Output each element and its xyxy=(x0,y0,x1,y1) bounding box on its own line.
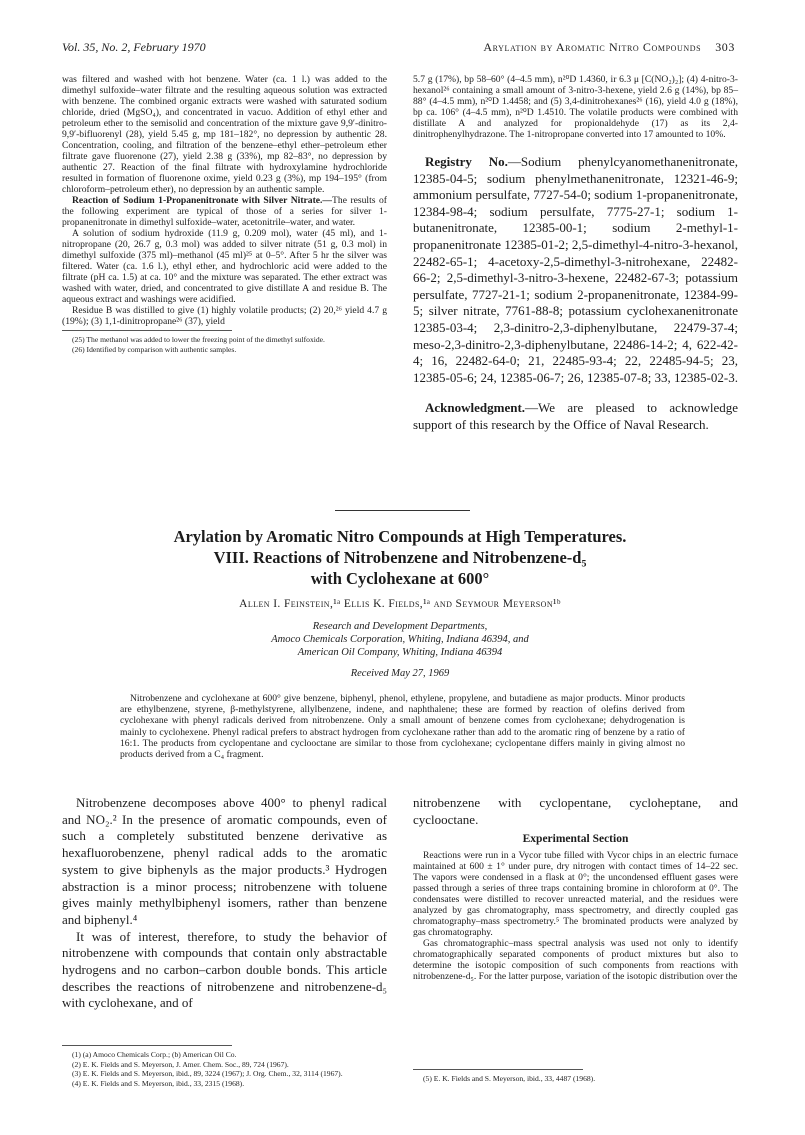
prev-left-paragraph: was filtered and washed with hot benzene. Water (ca. 1 l.) was added to the dimethyl sulfoxide–water filtrate and the resulting aqueous solution was extracted with benzene. The combined organic extracts were washed with saturated sodium chloride, dried (MgSO₄), and concentrated in vacuo. Addition of ethyl ether and petroleum ether to the semisolid and concentration of the mixture gave 9,9′-dinitro-9,9′-bifluorenyl (28), yield 5.45 g, mp 181–182°, no depression by authentic 28. Concentration, cooling, and filtration of the benzene–ethyl ether–petroleum ether filtrate gave fluorenone (27), yield 2.38 g (33%), mp 82–83°, no depression by authentic 27. Reaction of the final filtrate with hydroxylamine hydrochloride resulted in formation of fluorenone oxime, yield 0.23 g (3%), mp 194–195° (from chloroform–petroleum ether), no depression by an authentic sample. xyxy=(62,74,387,195)
prev-footnotes xyxy=(62,335,387,354)
footnote-3: (3) E. K. Fields and S. Meyerson, ibid., 89, 3224 (1967); J. Org. Chem., 32, 3114 (1967). xyxy=(72,1069,343,1079)
article-authors: Allen I. Feinstein,¹ᵃ Ellis K. Fields,¹ᵃ and Seymour Meyerson¹ᵇ xyxy=(239,598,561,610)
affiliation-line-2: Amoco Chemicals Corporation, Whiting, Indiana 46394, and xyxy=(271,634,529,645)
reaction-paragraph xyxy=(62,195,387,228)
running-header xyxy=(62,40,735,60)
footnote-26: (26) Identified by comparison with authentic samples. xyxy=(72,344,237,354)
reaction-paragraph-3: Residue B was distilled to give (1) highly volatile products; (2) 20,²⁶ yield 4.7 g (19%); (3) 1,1-dinitropropane²⁶ (37), yield xyxy=(62,305,387,327)
acknowledgment-block xyxy=(413,400,738,433)
acknowledgment-paragraph xyxy=(413,400,738,433)
prev-article-right-column xyxy=(413,74,738,434)
abstract: Nitrobenzene and cyclohexane at 600° give benzene, biphenyl, phenol, ethylene, propylene, and butadiene as major products. Minor products are ethylbenzene, styrene, β-methylstyrene, allylbenzene, indene, and naphthalene; these are formed by reaction of olefins derived from cyclohexane with phenyl radicals derived from nitrobenzene. Only a small amount of benzene comes from cyclohexane; dehydrogenation is mainly to cyclohexene. Phenyl radical prefers to abstract hydrogen from cyclohexane rather than add to the aromatic ring of benzene by a ratio of 16:1. The products from cyclopentane and cyclooctane are similar to those from cyclohexane; cyclopentane differs mainly in giving almost no products derived from a C₄ fragment. xyxy=(120,693,685,761)
reaction-paragraph-2: A solution of sodium hydroxide (11.9 g, 0.209 mol), water (45 ml), and 1-nitropropane (20, 26.7 g, 0.3 mol) was added to silver nitrate (51 g, 0.3 mol) in dimethyl sulfoxide (375 ml)–methanol (45 ml)²⁵ at 0–5°. After 5 hr the silver was filtered. Water (ca. 1.6 l.), ethyl ether, and hydrochloric acid were added to the filtrate (pH ca. 1.5) at ca. 10° and the mixture was separated. The ether extract was washed with water, dried, and concentrated to give distillate A and residue B. The aqueous extract and washings were acidified. xyxy=(62,228,387,305)
footnote-5: (5) E. K. Fields and S. Meyerson, ibid., 33, 4487 (1968). xyxy=(423,1074,596,1083)
prev-right-paragraph: 5.7 g (17%), bp 58–60° (4–4.5 mm), n²⁰D 1.4360, ir 6.3 μ [C(NO₂)₂]; (4) 4-nitro-3-hexanol²⁶ containing a small amount of 3-nitro-3-hexene, yield 2.6 g (14%), bp 85–88° (4–4.5 mm), n²⁰D 1.4458; and (5) 3,4-dinitrohexanes²⁶ (16), yield 4.0 g (18%), bp ca. 106° (4–4.5 mm), n²⁰D 1.4510. The volatile products were combined with distillate A and analyzed for propionaldehyde (17) as its 2,4-dinitrophenylhydrazone. The 1-nitropropane converted into 17 amounted to 10%. xyxy=(413,74,738,140)
affiliation-line-1: Research and Development Departments, xyxy=(312,621,488,632)
registry-heading: Registry No. xyxy=(425,154,508,169)
reaction-text: The results of the following experiment are typical of those of a series for silver 1-propanenitronate in dimethyl sulfoxide–water, acetonitrile–water, and water. xyxy=(62,195,387,228)
intro-right-column xyxy=(413,795,738,982)
prev-article-left-column xyxy=(62,74,387,354)
experimental-paragraph-2: Gas chromatographic–mass spectral analysis was used not only to identify chromatographically separated components of product mixtures but also to determine the isotopic composition of such components from reactions with nitrobenzene-d₅. For the latter purpose, variation of the isotopic distribution over the xyxy=(413,938,738,983)
right-intro-text: nitrobenzene with cyclopentane, cycloheptane, and cyclooctane. xyxy=(413,795,738,827)
title-line-2: VIII. Reactions of Nitrobenzene and Nitrobenzene-d₅ xyxy=(213,548,587,567)
footnote-rule-left xyxy=(62,1045,232,1046)
left-page-footnotes xyxy=(62,1042,387,1088)
running-title: Arylation by Aromatic Nitro Compounds xyxy=(483,40,702,54)
intro-left-column xyxy=(62,795,387,1012)
affiliation-line-3: American Oil Company, Whiting, Indiana 46394 xyxy=(297,647,503,658)
intro-paragraph-1: Nitrobenzene decomposes above 400° to phenyl radical and NO₂.² In the presence of aromatic compounds, even of such a completely substituted benzene derivative as hexafluorobenzene, phenyl radical adds to the aromatic system to give biphenyls as the major products.³ Hydrogen abstraction is a minor process; nitrobenzene with toluene gives mainly methylbiphenyl isomers, rather than benzene and biphenyl.⁴ xyxy=(62,795,387,927)
received-date: Received May 27, 1969 xyxy=(350,668,450,679)
article-separator-rule xyxy=(335,510,470,511)
footnote-1: (1) (a) Amoco Chemicals Corp.; (b) American Oil Co. xyxy=(72,1050,237,1059)
footnote-2: (2) E. K. Fields and S. Meyerson, J. Amer. Chem. Soc., 89, 724 (1967). xyxy=(72,1059,289,1069)
journal-citation: Vol. 35, No. 2, February 1970 xyxy=(62,40,206,54)
footnote-25: (25) The methanol was added to lower the freezing point of the dimethyl sulfoxide. xyxy=(72,335,325,344)
intro-paragraph-2: It was of interest, therefore, to study the behavior of nitrobenzene with compounds that contain only abstractable hydrogens and no carbon–carbon double bonds. This article describes the reactions of nitrobenzene and nitrobenzene-d₅ with cyclohexane, and of xyxy=(62,928,387,1011)
experimental-paragraph-1: Reactions were run in a Vycor tube filled with Vycor chips in an electric furnace maintained at 600 ± 1° under pure, dry nitrogen with contact times of 14–22 sec. The vapors were condensed in a flask at 0°; the uncondensed effluent gases were passed through a series of three traps containing bromine in chloroform at 0°. The condensates were distilled to recover unreacted material, and the residues were analyzed by gas chromatography, mass spectrometry, and directly coupled gas chromatography–mass spectrometry.⁵ The brominated products were analyzed by gas chromatography. xyxy=(413,850,738,939)
registry-block xyxy=(413,154,738,386)
footnote-rule xyxy=(62,330,232,331)
registry-text: —Sodium phenylcyanomethanenitronate, 12385-04-5; sodium phenylmethanenitronate, 12321-46-9; ammonium persulfate, 7727-54-0; sodium 1-propanenitronate, 12384-98-4; sodium persulfate, 7775-27-1; sodium 1-butanenitronate, 12385-00-1; sodium 2-methyl-1-propanenitronate 12385-01-2; 2,5-dimethyl-4-nitro-3-hexanol, 22482-65-1; 4-acetoxy-2,5-dimethyl-3-nitrohexane, 22482-66-2; 2,5-dimethyl-3-nitro-3-hexene, 22482-67-3; potassium persulfate, 7727-21-1; sodium 2-propanenitronate, 12384-99-5; silver nitrate, 7761-88-8; potassium cyclohexanenitronate 12385-03-4; 2,3-dinitro-2,3-diphenylbutane, 22479-37-4; meso-2,3-dinitro-2,3-diphenylbutane, 22486-14-2; 4, 622-42-4; 16, 22482-64-0; 21, 22485-93-4; 22, 22485-94-5; 23, 12385-05-6; 24, 12385-06-7; 26, 12385-07-8; 33, 12385-02-3. xyxy=(413,154,738,385)
acknowledgment-heading: Acknowledgment. xyxy=(425,400,526,416)
right-page-footnotes xyxy=(413,1066,738,1084)
registry-paragraph xyxy=(413,154,738,386)
reaction-heading: Reaction of Sodium 1-Propanenitronate with Silver Nitrate.— xyxy=(72,195,333,206)
article-affiliation xyxy=(62,620,738,659)
title-line-1: Arylation by Aromatic Nitro Compounds at High Temperatures. xyxy=(173,527,627,546)
acknowledgment-text: —We are pleased to acknowledge support of this research by the Office of Naval Research. xyxy=(413,400,738,432)
article-title xyxy=(62,526,738,589)
running-title-block xyxy=(483,40,735,55)
title-line-3: with Cyclohexane at 600° xyxy=(310,569,490,588)
experimental-section-heading: Experimental Section xyxy=(522,833,629,846)
footnote-rule-right xyxy=(413,1069,583,1070)
page-number: 303 xyxy=(715,40,735,54)
footnote-4: (4) E. K. Fields and S. Meyerson, ibid., 33, 2315 (1968). xyxy=(72,1078,245,1088)
